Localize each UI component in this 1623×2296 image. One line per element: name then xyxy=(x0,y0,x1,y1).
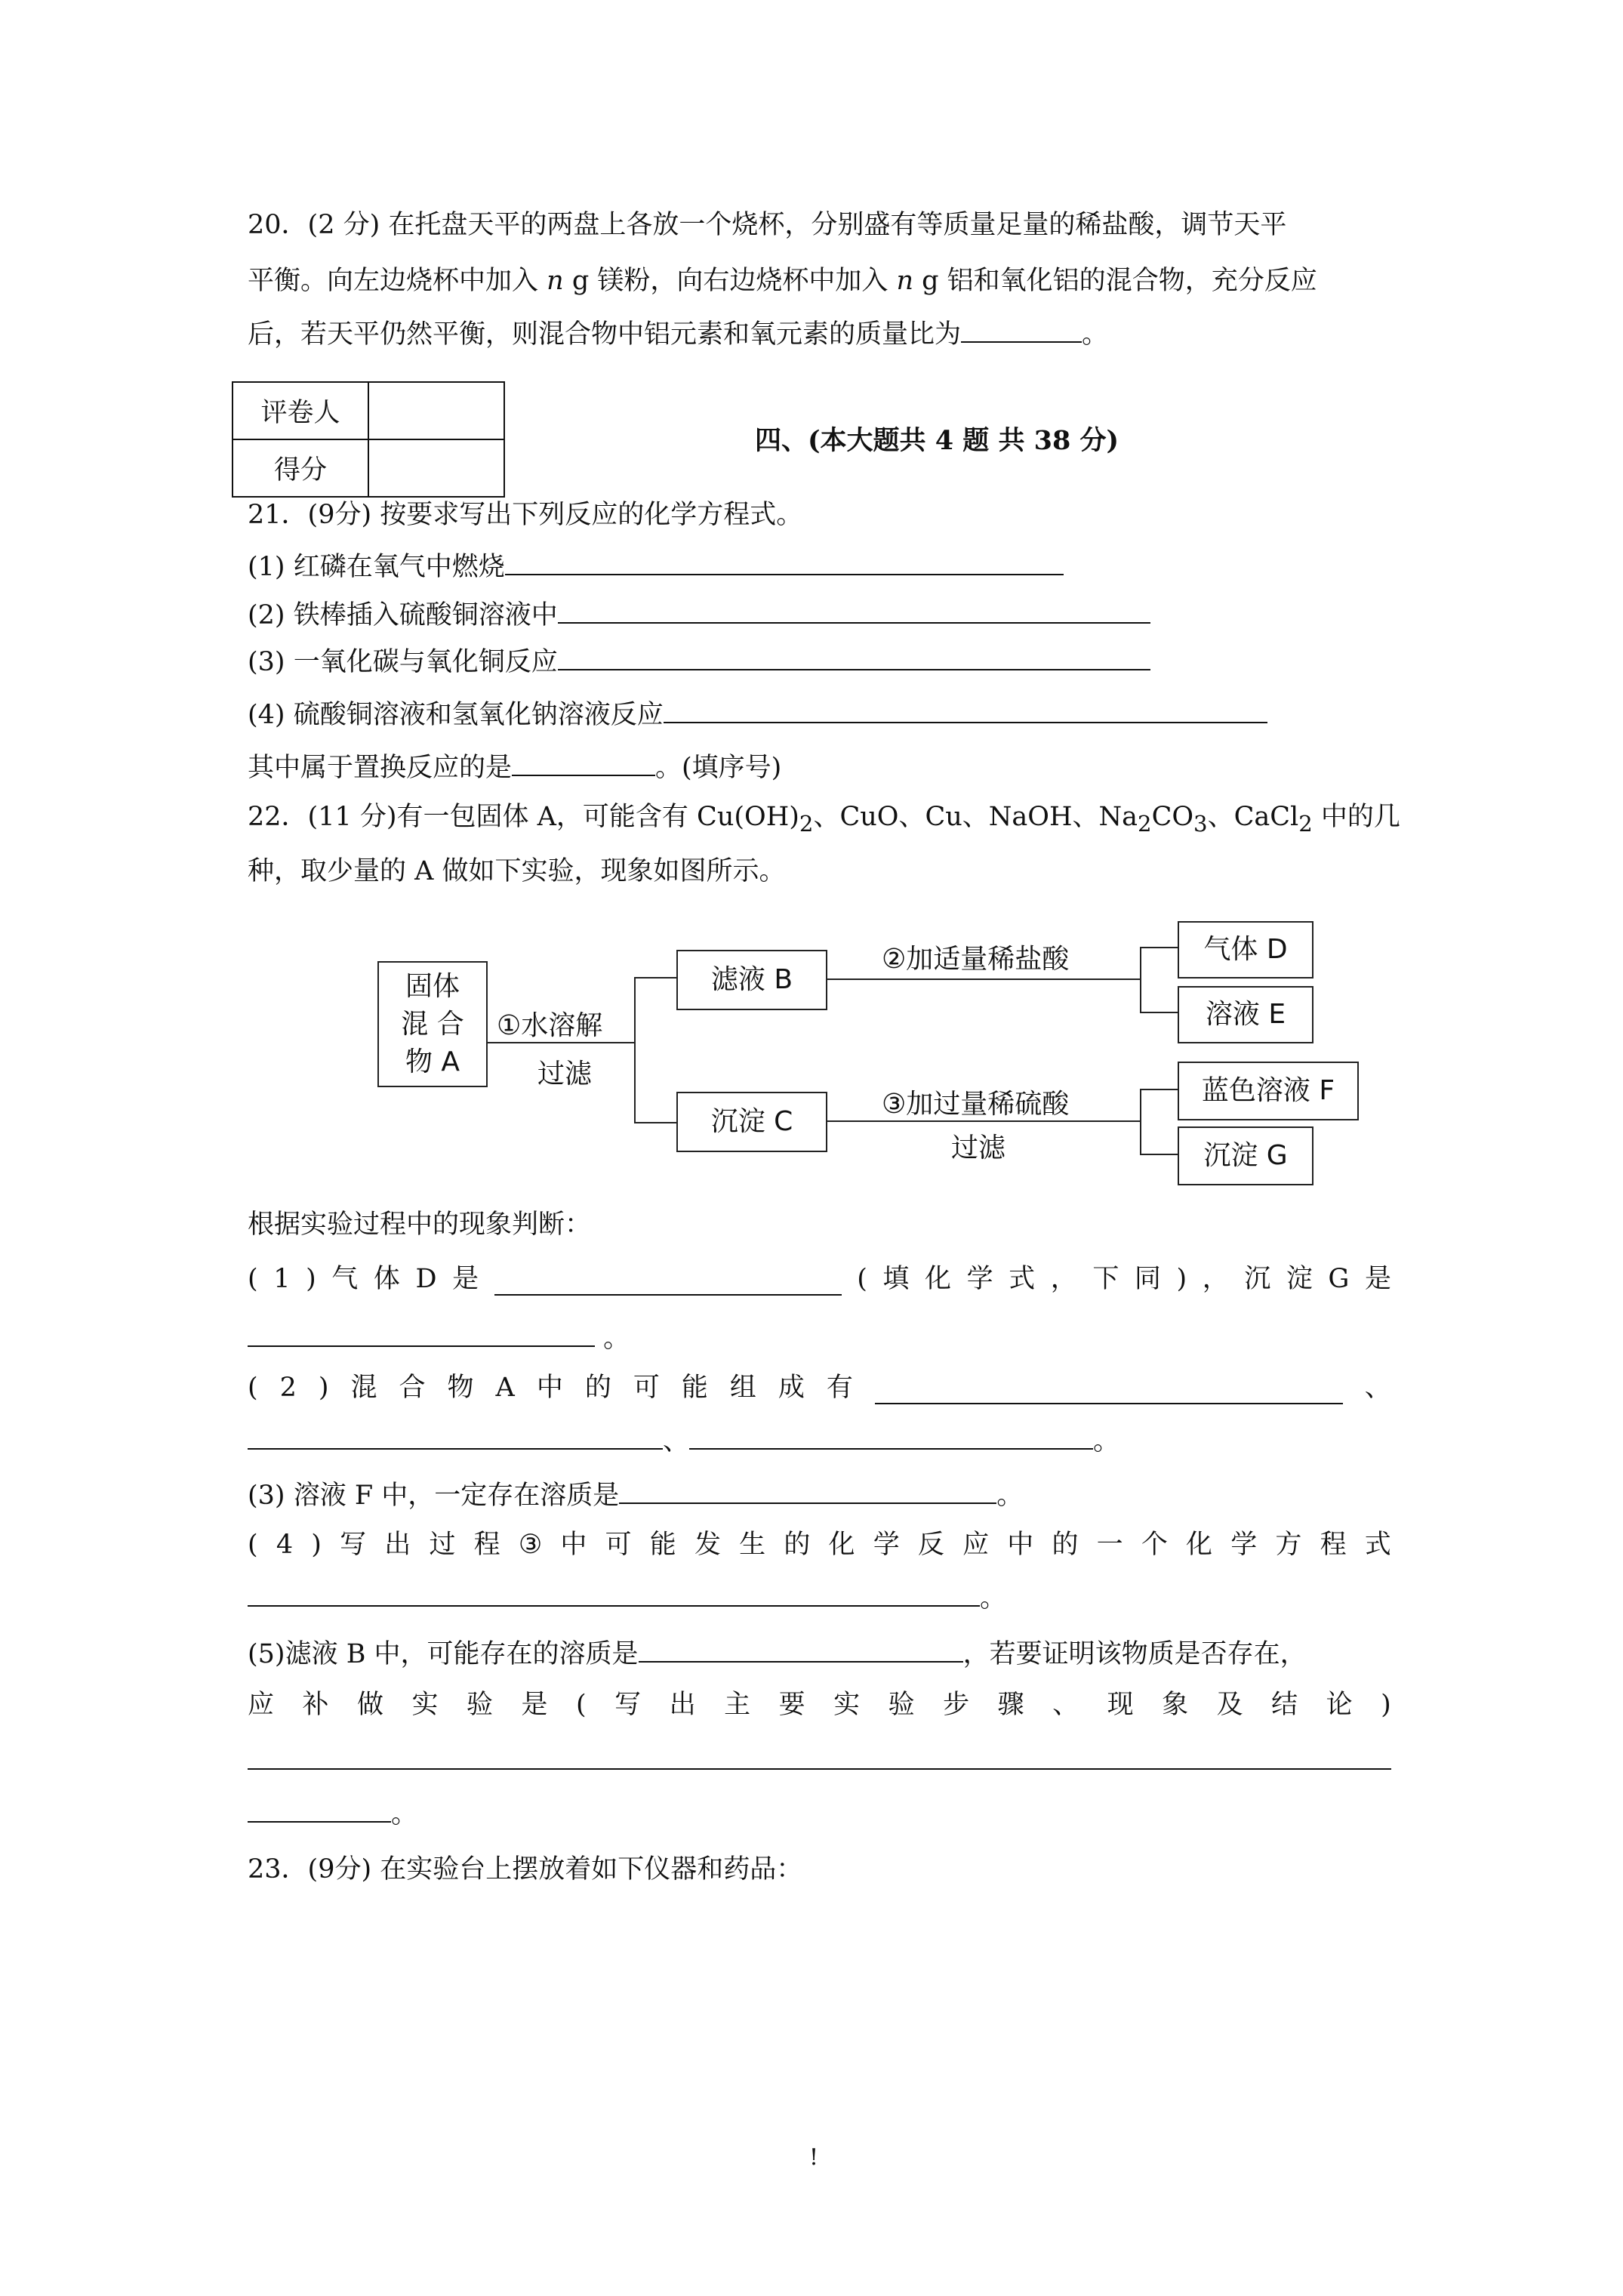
token: ( xyxy=(857,1264,867,1294)
token: G xyxy=(1328,1264,1350,1294)
token: 骤 xyxy=(997,1690,1024,1720)
connector xyxy=(634,1122,676,1123)
token: 一 xyxy=(1096,1530,1123,1560)
q21-text: (4) 硫酸铜溶液和氢氧化钠溶液反应 xyxy=(248,700,664,730)
answer-blank[interactable] xyxy=(512,749,655,776)
token: 同 xyxy=(1134,1264,1161,1294)
q22-part-5-end xyxy=(248,1795,417,1831)
section-heading: 四、(本大题共 4 题 共 38 分) xyxy=(755,425,1119,456)
token: 能 xyxy=(649,1530,676,1560)
token: 是 xyxy=(521,1690,548,1720)
spread-row xyxy=(248,1262,1391,1296)
connector xyxy=(1140,1012,1178,1013)
token: 2 xyxy=(279,1373,297,1403)
token: 。 xyxy=(980,1583,1007,1613)
token: 发 xyxy=(694,1530,721,1560)
token: 的 xyxy=(1052,1530,1079,1560)
spread-row xyxy=(248,1371,1391,1404)
q22-part-2-cont xyxy=(248,1422,1119,1458)
connector xyxy=(826,978,1140,980)
connector xyxy=(634,977,676,978)
q21-text: 其中属于置换反应的是 xyxy=(248,753,513,783)
q22-intro: 根据实验过程中的现象判断： xyxy=(248,1210,592,1240)
token: 学 xyxy=(1230,1530,1258,1560)
token: 、 xyxy=(1052,1690,1079,1720)
token: D xyxy=(415,1264,437,1294)
token: 出 xyxy=(384,1530,411,1560)
box-label: 固体 xyxy=(405,970,460,1002)
q22-part-1-cont xyxy=(248,1320,630,1355)
token: 中 xyxy=(536,1373,563,1403)
token: 是 xyxy=(1364,1264,1391,1294)
token: 程 xyxy=(473,1530,500,1560)
q20-text: 平衡。向左边烧杯中加入 xyxy=(248,266,547,296)
token: 做 xyxy=(357,1690,384,1720)
q21-part-5 xyxy=(248,749,781,784)
subscript: 2 xyxy=(1138,811,1152,837)
q20-line-1: 20．(2 分) 在托盘天平的两盘上各放一个烧杯，分别盛有等质量足量的稀盐酸，调节天平 xyxy=(248,210,1287,240)
token: ( xyxy=(248,1264,258,1294)
step-3-label: ③加过量稀硫酸 xyxy=(882,1089,1070,1120)
box-label: 物 A xyxy=(405,1046,460,1077)
answer-blank[interactable] xyxy=(248,1795,391,1823)
solid-mixture-a-box xyxy=(377,961,488,1087)
answer-blank[interactable] xyxy=(961,316,1082,343)
q22-part-4 xyxy=(248,1528,1391,1561)
answer-blank[interactable] xyxy=(505,548,1064,575)
token: 有 xyxy=(826,1373,853,1403)
token: 中 xyxy=(1007,1530,1034,1560)
step-1-sublabel: 过滤 xyxy=(537,1059,593,1089)
subscript: 2 xyxy=(799,811,814,837)
token: 步 xyxy=(943,1690,970,1720)
q21-title: 21．(9分) 按要求写出下列反应的化学方程式。 xyxy=(248,500,803,530)
token: ， xyxy=(1202,1264,1229,1294)
score-table xyxy=(232,381,505,498)
token: ) xyxy=(1381,1690,1391,1720)
q21-part-3 xyxy=(248,643,1150,679)
token: 应 xyxy=(248,1690,275,1720)
token: 学 xyxy=(966,1264,993,1294)
q22-part-2 xyxy=(248,1371,1391,1404)
token: ) xyxy=(1176,1264,1187,1294)
token: 论 xyxy=(1326,1690,1353,1720)
q22-text: CO xyxy=(1151,802,1194,832)
connector xyxy=(634,977,636,1122)
gas-d-box: 气体 D xyxy=(1178,921,1313,978)
token: 是 xyxy=(452,1264,479,1294)
answer-blank[interactable] xyxy=(639,1635,963,1663)
q21-text: (1) 红磷在氧气中燃烧 xyxy=(248,552,505,582)
solution-e-box: 溶液 E xyxy=(1178,986,1313,1043)
token: 4 xyxy=(276,1530,294,1560)
token: 个 xyxy=(1141,1530,1168,1560)
token: 。 xyxy=(603,1324,630,1354)
token: 物 xyxy=(447,1373,474,1403)
step-1-label: ①水溶解 xyxy=(497,1010,603,1041)
token: 程 xyxy=(1320,1530,1347,1560)
q22-part-1 xyxy=(248,1262,1391,1296)
answer-blank[interactable] xyxy=(494,1268,842,1296)
token: 实 xyxy=(833,1690,861,1720)
answer-blank[interactable] xyxy=(619,1477,996,1504)
q21-part-1 xyxy=(248,548,1064,584)
connector xyxy=(1140,947,1141,1012)
q22-text: (3) 溶液 F 中，一定存在溶质是 xyxy=(248,1481,620,1511)
precipitate-g-box: 沉淀 G xyxy=(1178,1126,1313,1185)
token: 化 xyxy=(925,1264,952,1294)
q22-text: (5)滤液 B 中，可能存在的溶质是 xyxy=(248,1639,639,1669)
token: 合 xyxy=(399,1373,426,1403)
token: 象 xyxy=(1162,1690,1189,1720)
token: 可 xyxy=(605,1530,632,1560)
score-cell[interactable] xyxy=(368,439,504,497)
connector xyxy=(1140,1089,1141,1154)
q22-part-5-blank-line xyxy=(248,1743,1391,1778)
token: A xyxy=(495,1373,515,1403)
q20-variable-n: n xyxy=(896,266,914,296)
step-3-sublabel: 过滤 xyxy=(951,1133,1006,1163)
answer-blank[interactable] xyxy=(875,1377,1343,1404)
token: 。 xyxy=(1093,1426,1120,1456)
q20-end: 。 xyxy=(1082,319,1109,350)
token: 主 xyxy=(724,1690,751,1720)
token: 气 xyxy=(331,1264,359,1294)
answer-blank[interactable] xyxy=(664,696,1267,723)
connector xyxy=(1140,1089,1178,1090)
token: 化 xyxy=(828,1530,855,1560)
answer-blank[interactable] xyxy=(689,1422,1093,1450)
token: ( xyxy=(248,1373,258,1403)
token: 式 xyxy=(1364,1530,1391,1560)
token: ( xyxy=(248,1530,258,1560)
q20-text: g 铝和氧化铝的混合物，充分反应 xyxy=(913,266,1317,296)
q22-part-4-cont xyxy=(248,1579,1006,1615)
token: 1 xyxy=(273,1264,291,1294)
token: 验 xyxy=(888,1690,915,1720)
q20-line-2 xyxy=(248,264,1317,297)
token: ) xyxy=(311,1530,322,1560)
token: 结 xyxy=(1271,1690,1298,1720)
step-2-label: ②加适量稀盐酸 xyxy=(882,944,1070,975)
filtrate-b-box: 滤液 B xyxy=(676,950,827,1010)
q22-line-1 xyxy=(248,800,1400,840)
q22-text: 、CaCl xyxy=(1207,802,1299,832)
box-label: 混 合 xyxy=(401,1008,464,1040)
q22-text: ，若要证明该物质是否存在， xyxy=(962,1639,1307,1669)
connector xyxy=(1140,1154,1178,1155)
page-number: ! xyxy=(809,2144,819,2171)
answer-blank[interactable] xyxy=(248,1422,663,1450)
token: 生 xyxy=(739,1530,766,1560)
q20-variable-n: n xyxy=(547,266,564,296)
token: 。 xyxy=(996,1481,1024,1511)
token: 验 xyxy=(467,1690,494,1720)
token: 、 xyxy=(1364,1373,1391,1403)
token: 式 xyxy=(1009,1264,1036,1294)
q21-text: 。(填序号) xyxy=(655,753,782,783)
q21-text: (2) 铁棒插入硫酸铜溶液中 xyxy=(248,600,558,630)
token: 出 xyxy=(669,1690,696,1720)
blue-solution-f-box: 蓝色溶液 F xyxy=(1178,1062,1359,1120)
token: 。 xyxy=(391,1799,418,1829)
token: 混 xyxy=(350,1373,377,1403)
answer-blank[interactable] xyxy=(248,1579,980,1607)
answer-blank[interactable] xyxy=(248,1320,595,1347)
q22-text: 22．(11 分)有一包固体 A，可能含有 Cu(OH) xyxy=(248,802,799,832)
q22-line-2: 种，取少量的 A 做如下实验，现象如图所示。 xyxy=(248,856,786,886)
subscript: 2 xyxy=(1298,811,1313,837)
token: ) xyxy=(306,1264,316,1294)
answer-blank[interactable] xyxy=(558,643,1150,670)
score-label: 得分 xyxy=(233,439,368,497)
token: 的 xyxy=(784,1530,811,1560)
q23-title: 23．(9分) 在实验台上摆放着如下仪器和药品： xyxy=(248,1854,803,1885)
token: 现 xyxy=(1107,1690,1134,1720)
token: 实 xyxy=(411,1690,439,1720)
token: 、 xyxy=(663,1426,690,1456)
answer-blank[interactable] xyxy=(558,596,1150,624)
spread-row xyxy=(248,1528,1391,1561)
token: 及 xyxy=(1216,1690,1243,1720)
token: 应 xyxy=(962,1530,990,1560)
token: 补 xyxy=(302,1690,329,1720)
token: 组 xyxy=(729,1373,756,1403)
token: 过 xyxy=(429,1530,456,1560)
reviewer-label: 评卷人 xyxy=(233,382,368,439)
token: 化 xyxy=(1186,1530,1213,1560)
token: 淀 xyxy=(1286,1264,1313,1294)
subscript: 3 xyxy=(1193,811,1208,837)
token: 中 xyxy=(560,1530,587,1560)
answer-blank[interactable] xyxy=(248,1743,1391,1770)
token: 方 xyxy=(1275,1530,1302,1560)
token: 写 xyxy=(614,1690,642,1720)
token: 能 xyxy=(681,1373,708,1403)
q20-line-3 xyxy=(248,316,1108,351)
token: 下 xyxy=(1092,1264,1119,1294)
spread-row xyxy=(248,1688,1391,1721)
token: 的 xyxy=(584,1373,611,1403)
token: 要 xyxy=(778,1690,805,1720)
token: 反 xyxy=(917,1530,944,1560)
token: 填 xyxy=(882,1264,910,1294)
connector xyxy=(1140,947,1178,948)
token: 学 xyxy=(873,1530,900,1560)
q20-text: g 镁粉，向右边烧杯中加入 xyxy=(563,266,897,296)
q22-text: 、CuO、Cu、NaOH、Na xyxy=(813,802,1138,832)
q21-text: (3) 一氧化碳与氧化铜反应 xyxy=(248,647,558,677)
q22-part-5-cont xyxy=(248,1688,1391,1721)
q21-part-4 xyxy=(248,696,1267,732)
reviewer-cell[interactable] xyxy=(368,382,504,439)
q22-text: 中的几 xyxy=(1312,802,1400,832)
token: 可 xyxy=(633,1373,660,1403)
token: 成 xyxy=(778,1373,805,1403)
token: 体 xyxy=(373,1264,400,1294)
token: ) xyxy=(318,1373,329,1403)
token: 写 xyxy=(340,1530,367,1560)
token: ， xyxy=(1050,1264,1077,1294)
q22-part-5 xyxy=(248,1635,1307,1671)
q20-text: 后，若天平仍然平衡，则混合物中铝元素和氧元素的质量比为 xyxy=(248,319,962,350)
token: ( xyxy=(576,1690,587,1720)
token: ③ xyxy=(518,1530,543,1560)
precipitate-c-box: 沉淀 C xyxy=(676,1092,827,1152)
q22-part-3 xyxy=(248,1477,1023,1512)
q21-part-2 xyxy=(248,596,1150,632)
token: 沉 xyxy=(1244,1264,1271,1294)
